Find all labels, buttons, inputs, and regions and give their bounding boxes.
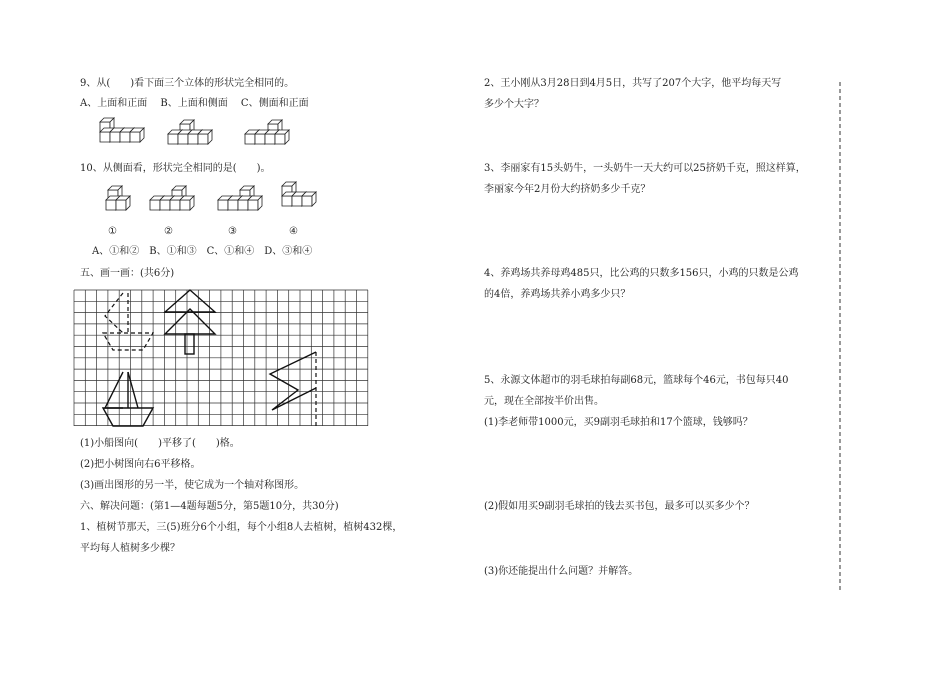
q10-stem: 10、从侧面看，形状完全相同的是( )。	[80, 163, 271, 174]
half-figure	[270, 352, 316, 410]
sec6-q1-line2: 平均每人植树多少棵？	[80, 543, 180, 554]
sec5-q3: (3)画出图形的另一半，使它成为一个轴对称图形。	[80, 480, 305, 491]
q5-sub2: (2)假如用买9副羽毛球拍的钱去买书包，最多可以买多少个？	[484, 501, 755, 512]
q5-line1: 5、永源文体超市的羽毛球拍每副68元，篮球每个46元，书包每只40	[484, 375, 789, 386]
section-5-title: 五、画一画：(共6分)	[80, 268, 175, 279]
q9-options: A、上面和正面 B、上面和侧面 C、侧面和正面	[80, 98, 309, 109]
section-6-title: 六、解决问题：(第1—4题每题5分，第5题10分，共30分)	[80, 501, 339, 512]
q9-stem: 9、从( )看下面三个立体的形状完全相同的。	[80, 78, 295, 89]
q5-sub3: (3)你还能提出什么问题？并解答。	[484, 566, 639, 577]
q10-label-1: ①	[108, 226, 117, 237]
sec6-q1-line1: 1、植树节那天，三(5)班分6个小组，每个小组8人去植树，植树432棵，	[80, 522, 403, 533]
q3-line1: 3、李丽家有15头奶牛，一头奶牛一天大约可以25挤奶千克，照这样算，	[484, 163, 806, 174]
sec5-q2: (2)把小树图向右6平移格。	[80, 459, 201, 470]
q10-label-4: ④	[289, 226, 298, 237]
q3-line2: 李丽家今年2月份大约挤奶多少千克？	[484, 184, 651, 195]
tree-figure	[165, 290, 215, 354]
q5-sub1: (1)李老师带1000元，买9副羽毛球拍和17个篮球，钱够吗？	[484, 417, 753, 428]
q10-options: A、①和② B、①和③ C、①和④ D、③和④	[92, 246, 313, 257]
q5-line2: 元，现在全部按半价出售。	[484, 396, 604, 407]
q4-line2: 的4倍，养鸡场共养小鸡多少只？	[484, 289, 631, 300]
q4-line1: 4、养鸡场共养母鸡485只，比公鸡的只数多156只，小鸡的只数是公鸡	[484, 268, 799, 279]
q10-label-3: ③	[228, 226, 237, 237]
q2-line2: 多少个大字？	[484, 99, 544, 110]
sec5-q1: (1)小船图向( )平移了( )格。	[80, 438, 240, 449]
grid-lines	[74, 290, 368, 426]
q2-line1: 2、王小刚从3月28日到4月5日，共写了207个大字，他平均每天写	[484, 78, 782, 89]
q10-label-2: ②	[164, 226, 173, 237]
